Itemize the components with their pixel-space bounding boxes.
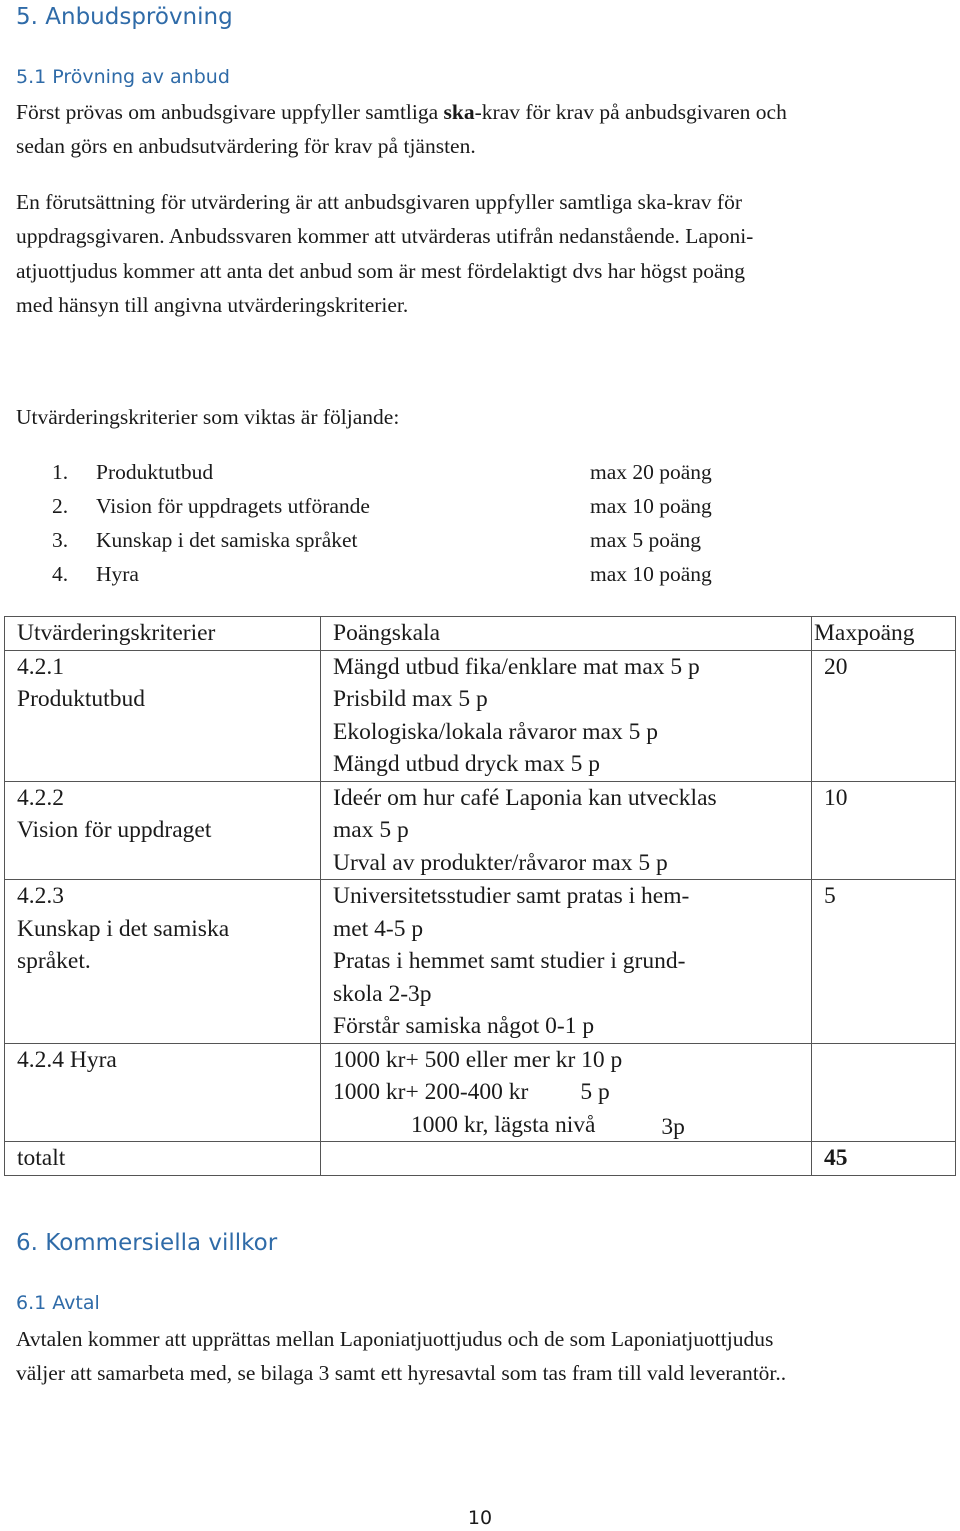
section-5-1-heading: 5.1 Prövning av anbud xyxy=(16,66,230,88)
header-scale: Poängskala xyxy=(321,617,812,651)
scale-line: met 4-5 p xyxy=(333,915,424,942)
total-value-cell xyxy=(812,1142,956,1176)
scale-text: 1000 kr+ 200-400 kr xyxy=(333,1079,529,1105)
total-empty-cell xyxy=(321,1142,812,1176)
criterion-line: 4.2.1 xyxy=(17,653,64,680)
scale-line xyxy=(333,1076,811,1109)
scale-line: Ekologiska/lokala råvaror max 5 p xyxy=(333,718,658,745)
criteria-number: 3. xyxy=(52,528,69,552)
criteria-max: max 5 poäng xyxy=(590,528,702,552)
criteria-label: Produktutbud xyxy=(96,460,214,484)
scale-line: Pratas i hemmet samt studier i grund- xyxy=(333,948,686,974)
scale-line: Universitetsstudier samt pratas i hem- xyxy=(333,883,690,909)
scale-line: Prisbild max 5 p xyxy=(333,686,488,712)
scale-line: Mängd utbud dryck max 5 p xyxy=(333,751,600,777)
section-5-heading: 5. Anbudsprövning xyxy=(16,4,233,30)
paragraph-2-line-4: med hänsyn till angivna utvärderingskriterier. xyxy=(16,293,409,317)
criteria-intro: Utvärderingskriterier som viktas är följande: xyxy=(16,405,400,429)
header-criteria: Utvärderingskriterier xyxy=(5,617,321,651)
scale-line: max 5 p xyxy=(333,817,409,843)
scale-line xyxy=(333,1109,811,1142)
table-row xyxy=(5,880,956,1044)
max-cell xyxy=(812,650,956,781)
paragraph-1-line-1: Först prövas om anbudsgivare uppfyller samtliga ska-krav för krav på anbudsgivaren och xyxy=(16,100,787,124)
evaluation-table xyxy=(4,616,956,1176)
scale-line: 1000 kr+ 500 eller mer kr 10 p xyxy=(333,1046,623,1073)
table-row xyxy=(5,781,956,880)
criterion-line: 4.2.4 Hyra xyxy=(17,1046,117,1073)
table-total-row xyxy=(5,1142,956,1176)
criteria-number: 1. xyxy=(52,460,69,484)
max-value: 20 xyxy=(824,653,848,680)
scale-line: Ideér om hur café Laponia kan utvecklas xyxy=(333,784,717,811)
criteria-max: max 10 poäng xyxy=(590,562,712,586)
section-6-heading: 6. Kommersiella villkor xyxy=(16,1230,278,1256)
criterion-cell xyxy=(5,781,321,880)
scale-cell xyxy=(321,1043,812,1142)
criteria-label: Vision för uppdragets utförande xyxy=(96,494,370,518)
scale-line: skola 2-3p xyxy=(333,980,432,1007)
scale-cell xyxy=(321,880,812,1044)
section-6-1-heading: 6.1 Avtal xyxy=(16,1292,100,1314)
criterion-line: 4.2.3 xyxy=(17,883,64,909)
scale-line: Urval av produkter/råvaror max 5 p xyxy=(333,849,668,876)
criterion-line: 4.2.2 xyxy=(17,784,64,811)
scale-line: Förstår samiska något 0-1 p xyxy=(333,1013,595,1039)
scale-points: 3p xyxy=(661,1113,685,1140)
max-value: 10 xyxy=(824,784,848,811)
criterion-line: Vision för uppdraget xyxy=(17,817,212,843)
paragraph-2-line-2: uppdragsgivaren. Anbudssvaren kommer att utvärderas utifrån nedanstående. Laponi- xyxy=(16,224,754,248)
criteria-number: 2. xyxy=(52,494,69,518)
max-cell xyxy=(812,880,956,1044)
paragraph-1-line-2: sedan görs en anbudsutvärdering för krav på tjänsten. xyxy=(16,134,476,158)
criteria-max: max 20 poäng xyxy=(590,460,712,484)
max-cell xyxy=(812,781,956,880)
section-6-line-1: Avtalen kommer att upprättas mellan Laponiatjuottjudus och de som Laponiatjuottjudus xyxy=(16,1327,774,1351)
section-6-line-2: väljer att samarbeta med, se bilaga 3 samt ett hyresavtal som tas fram till vald leverantör.. xyxy=(16,1361,787,1385)
max-value: 5 xyxy=(824,883,836,909)
criteria-label: Hyra xyxy=(96,562,139,586)
total-value: 45 xyxy=(824,1145,848,1171)
header-max: Maxpoäng xyxy=(812,617,956,651)
criteria-label: Kunskap i det samiska språket xyxy=(96,528,358,552)
table-row xyxy=(5,650,956,781)
criterion-cell xyxy=(5,650,321,781)
scale-cell xyxy=(321,781,812,880)
criterion-line: Kunskap i det samiska xyxy=(17,915,230,942)
criterion-line: språket. xyxy=(17,948,91,974)
criteria-max: max 10 poäng xyxy=(590,494,712,518)
total-label: totalt xyxy=(17,1145,66,1171)
criteria-number: 4. xyxy=(52,562,69,586)
criterion-cell xyxy=(5,880,321,1044)
table-header-row xyxy=(5,617,956,651)
total-label-cell xyxy=(5,1142,321,1176)
max-cell xyxy=(812,1043,956,1142)
scale-cell xyxy=(321,650,812,781)
scale-points: 5 p xyxy=(580,1079,610,1105)
paragraph-2-line-3: atjuottjudus kommer att anta det anbud som är mest fördelaktigt dvs har högst poäng xyxy=(16,259,746,283)
criterion-cell xyxy=(5,1043,321,1142)
scale-line: Mängd utbud fika/enklare mat max 5 p xyxy=(333,653,700,680)
table-row xyxy=(5,1043,956,1142)
page-number: 10 xyxy=(467,1507,493,1529)
paragraph-2-line-1: En förutsättning för utvärdering är att anbudsgivaren uppfyller samtliga ska-krav för xyxy=(16,190,742,214)
criterion-line: Produktutbud xyxy=(17,686,145,712)
scale-text: 1000 kr, lägsta nivå xyxy=(411,1111,596,1138)
